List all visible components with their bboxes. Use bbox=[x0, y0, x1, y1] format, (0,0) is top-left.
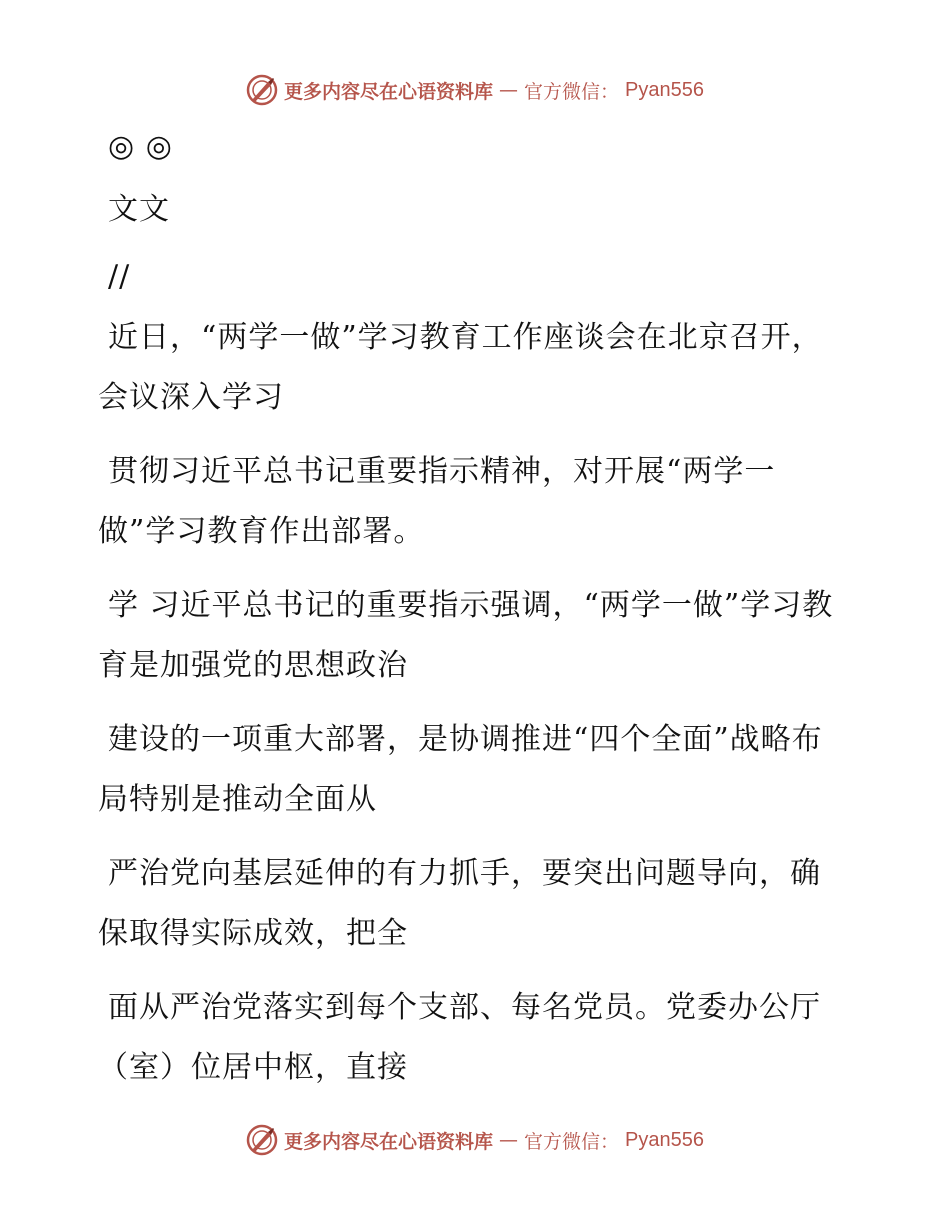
paragraph-4: 建设的一项重大部署，是协调推进“四个全面”战略布局特别是推动全面从 bbox=[98, 722, 823, 817]
header-dash: — bbox=[499, 79, 519, 101]
header-brand-text: 更多内容尽在心语资料库 bbox=[284, 80, 494, 103]
paragraph-3: 学 习近平总书记的重要指示强调，“两学一做”学习教育是加强党的思想政治 bbox=[98, 588, 834, 683]
heading-text: 文文 bbox=[108, 192, 170, 227]
header-banner bbox=[0, 70, 950, 110]
footer-banner bbox=[0, 1120, 950, 1160]
separator-line: // bbox=[108, 259, 131, 294]
footer-brand-text: 更多内容尽在心语资料库 bbox=[284, 1130, 494, 1153]
footer-wechat-id: Pyan556 bbox=[625, 1128, 704, 1151]
symbol-line: ◎ ◎ bbox=[108, 129, 173, 164]
paragraph-1: 近日，“两学一做”学习教育工作座谈会在北京召开，会议深入学习 bbox=[98, 320, 823, 415]
footer-dash: — bbox=[499, 1129, 519, 1151]
header-wechat-id: Pyan556 bbox=[625, 78, 704, 101]
quill-pen-logo-icon bbox=[246, 74, 278, 106]
document-body bbox=[98, 124, 838, 1112]
paragraph-5: 严治党向基层延伸的有力抓手，要突出问题导向，确保取得实际成效，把全 bbox=[98, 856, 821, 951]
quill-pen-logo-icon bbox=[246, 1124, 278, 1156]
paragraph-6: 面从严治党落实到每个支部、每名党员。党委办公厅（室）位居中枢，直接 bbox=[98, 990, 821, 1085]
header-official-label: 官方微信： bbox=[524, 80, 620, 103]
footer-official-label: 官方微信： bbox=[524, 1130, 620, 1153]
paragraph-2: 贯彻习近平总书记重要指示精神，对开展“两学一做”学习教育作出部署。 bbox=[98, 454, 776, 549]
